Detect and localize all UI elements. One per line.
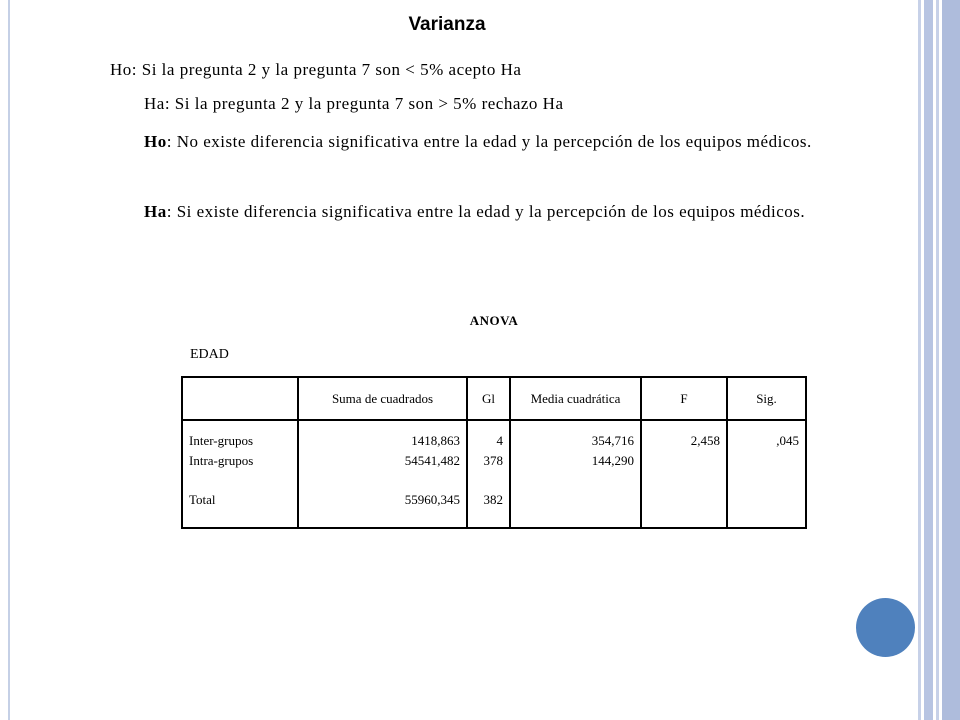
table-cell [727,449,806,473]
row-label: Inter-grupos [189,433,253,448]
table-cell: 2,458 [641,420,727,449]
table-row [182,473,806,528]
table-header-row [182,377,806,420]
table-cell: ,045 [727,420,806,449]
header-cell: F [641,377,727,420]
decorative-stripe [936,0,939,720]
table-cell [641,473,727,528]
anova-table [181,376,807,529]
table-cell: 54541,482 [298,449,467,473]
header-cell: Media cuadrática [510,377,641,420]
table-cell: 1418,863 [298,420,467,449]
header-cell: Sig. [727,377,806,420]
alt-hypothesis-text: : Si existe diferencia significativa entre la edad y la percepción de los equipos médicos. [166,202,806,221]
alt-hypothesis-paragraph [110,194,910,230]
table-row [182,420,806,449]
anova-title: ANOVA [469,313,519,328]
header-cell: Suma de cuadrados [298,377,467,420]
decorative-stripe [924,0,933,720]
table-row [182,449,806,473]
table-cell: 55960,345 [298,473,467,528]
decorative-circle [856,598,915,657]
hypothesis-ha-line: Ha: Si la pregunta 2 y la pregunta 7 son > 5% rechazo Ha [144,94,564,113]
table-cell: 4 [467,420,510,449]
slide-title: Varianza [408,14,486,35]
left-border-line [8,0,10,720]
table-cell [641,449,727,473]
table-cell: 144,290 [510,449,641,473]
header-cell: Gl [467,377,510,420]
alt-hypothesis-label: Ha [144,202,167,221]
row-label: Intra-grupos [189,453,254,468]
variable-label: EDAD [190,347,229,362]
table-cell [510,473,641,528]
table-cell: 382 [467,473,510,528]
null-hypothesis-paragraph [110,124,910,160]
decorative-stripe [918,0,921,720]
table-cell [727,473,806,528]
table-cell: 378 [467,449,510,473]
header-cell [182,377,298,420]
hypothesis-ho-line: Ho: Si la pregunta 2 y la pregunta 7 son < 5% acepto Ha [110,60,522,79]
null-hypothesis-label: Ho [144,132,167,151]
row-label: Total [189,492,216,507]
null-hypothesis-text: : No existe diferencia significativa entre la edad y la percepción de los equipos médicos. [166,132,812,151]
table-cell: 354,716 [510,420,641,449]
decorative-stripe [942,0,960,720]
